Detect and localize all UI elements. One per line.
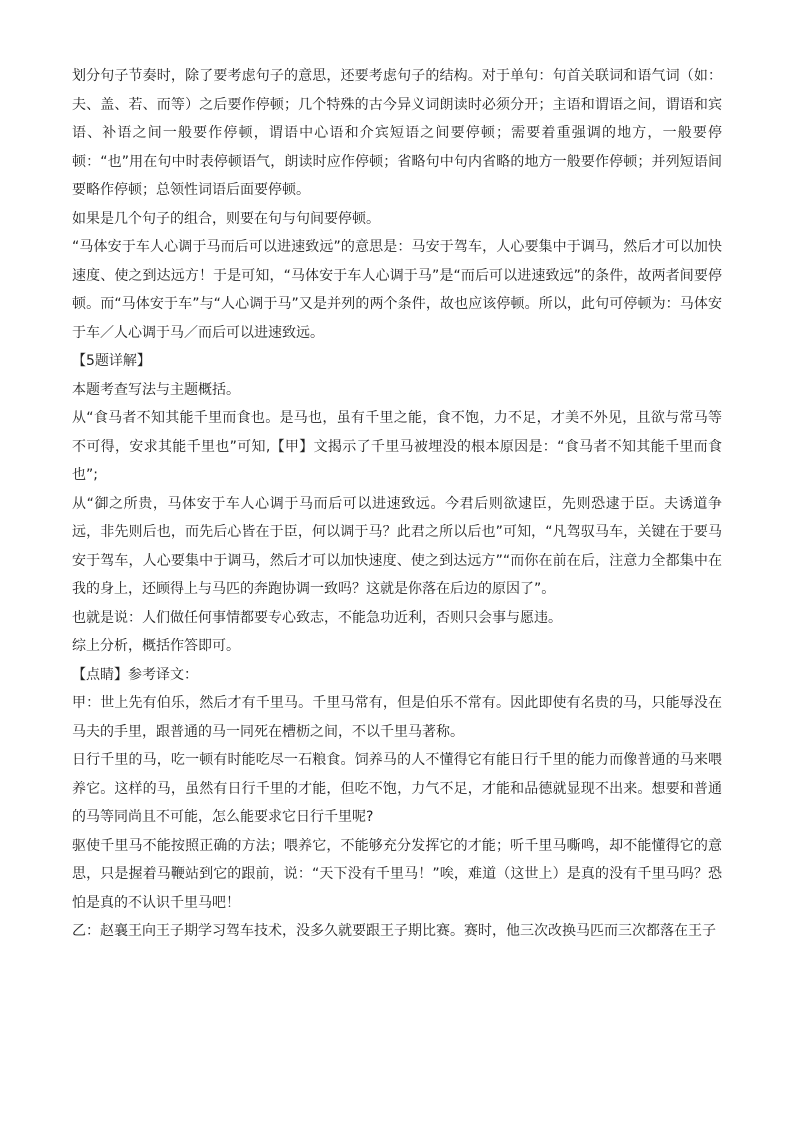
paragraph-summary: 综上分析，概括作答即可。 [72, 638, 240, 654]
paragraph-translation-yi: 乙：赵襄王向王子期学习驾车技术，没多久就要跟王子期比赛。赛时，他三次改换马匹而三次都落在王子 [72, 923, 716, 939]
paragraph-evidence-jia: 从“食马者不知其能千里而食也。是马也，虽有千里之能，食不饱，力不足，才美不外见，且欲与常马等不可得，安求其能千里也”可知,【甲】文揭示了千里马被埋没的根本原因是：“食马者不知其能千里而食也”; [72, 410, 722, 483]
paragraph-sentence-rhythm: 划分句子节奏时，除了要考虑句子的意思，还要考虑句子的结构。对于单句：句首关联词和语气词（如：夫、盖、若、而等）之后要作停顿；几个特殊的古今异义词朗读时必须分开；主语和谓语之间，谓语和宾语、补语之间一般要作停顿，谓语中心语和介宾短语之间要停顿；需要着重强调的地方，一般要停顿：“也”用在句中时表停顿语气，朗读时应作停顿；省略句中句内省略的地方一般要作停顿；并列短语间要略作停顿；总领性词语后面要停顿。 [72, 68, 722, 198]
section-heading-question-5: 【5题详解】 [72, 353, 151, 369]
paragraph-translation-jia-3: 驱使千里马不能按照正确的方法；喂养它，不能够充分发挥它的才能；听千里马嘶鸣，却不能懂得它的意思，只是握着马鞭站到它的跟前，说：“天下没有千里马！”唉，难道（这世上）是真的没有千里马吗？恐怕是真的不认识千里马吧！ [72, 837, 722, 911]
paragraph-conclusion: 也就是说：人们做任何事情都要专心致志，不能急功近利，否则只会事与愿违。 [72, 609, 562, 626]
paragraph-topic: 本题考查写法与主题概括。 [72, 381, 240, 398]
paragraph-evidence-yi: 从“御之所贵，马体安于车人心调于马而后可以进速致远。今君后则欲逮臣，先则恐逮于臣。夫诱道争远，非先则后也，而先后心皆在于臣，何以调于马？此君之所以后也”可知，“凡驾驭马车，关键在于要马安于驾车，人心要集中于调马，然后才可以加快速度、使之到达远方”“而你在前在后，注意力全都集中在我的身上，还顾得上与马匹的奔跑协调一致吗？这就是你落在后边的原因了”。 [72, 495, 722, 597]
paragraph-example-analysis: “马体安于车人心调于马而后可以进速致远”的意思是：马安于驾车，人心要集中于调马，然后才可以加快速度、使之到达远方！于是可知，“马体安于车人心调于马”是“而后可以进速致远”的条件，故两者间要停顿。而“马体安于车”与“人心调于马”又是并列的两个条件，故也应该停顿。所以，此句可停顿为：马体安于车／人心调于马／而后可以进速致远。 [72, 239, 722, 341]
document-page [72, 62, 722, 946]
paragraph-translation-jia-1: 甲：世上先有伯乐，然后才有千里马。千里马常有，但是伯乐不常有。因此即使有名贵的马，只能辱没在马夫的手里，跟普通的马一同死在槽枥之间，不以千里马著称。 [72, 695, 722, 740]
paragraph-compound-sentence: 如果是几个句子的组合，则要在句与句间要停顿。 [72, 210, 380, 227]
section-heading-translation: 【点睛】参考译文： [72, 666, 198, 683]
paragraph-translation-jia-2: 日行千里的马，吃一顿有时能吃尽一石粮食。饲养马的人不懂得它有能日行千里的能力而像普通的马来喂养它。这样的马，虽然有日行千里的才能，但吃不饱，力气不足，才能和品德就显现不出来。想要和普通的马等同尚且不可能，怎么能要求它日行千里呢? [72, 752, 722, 825]
